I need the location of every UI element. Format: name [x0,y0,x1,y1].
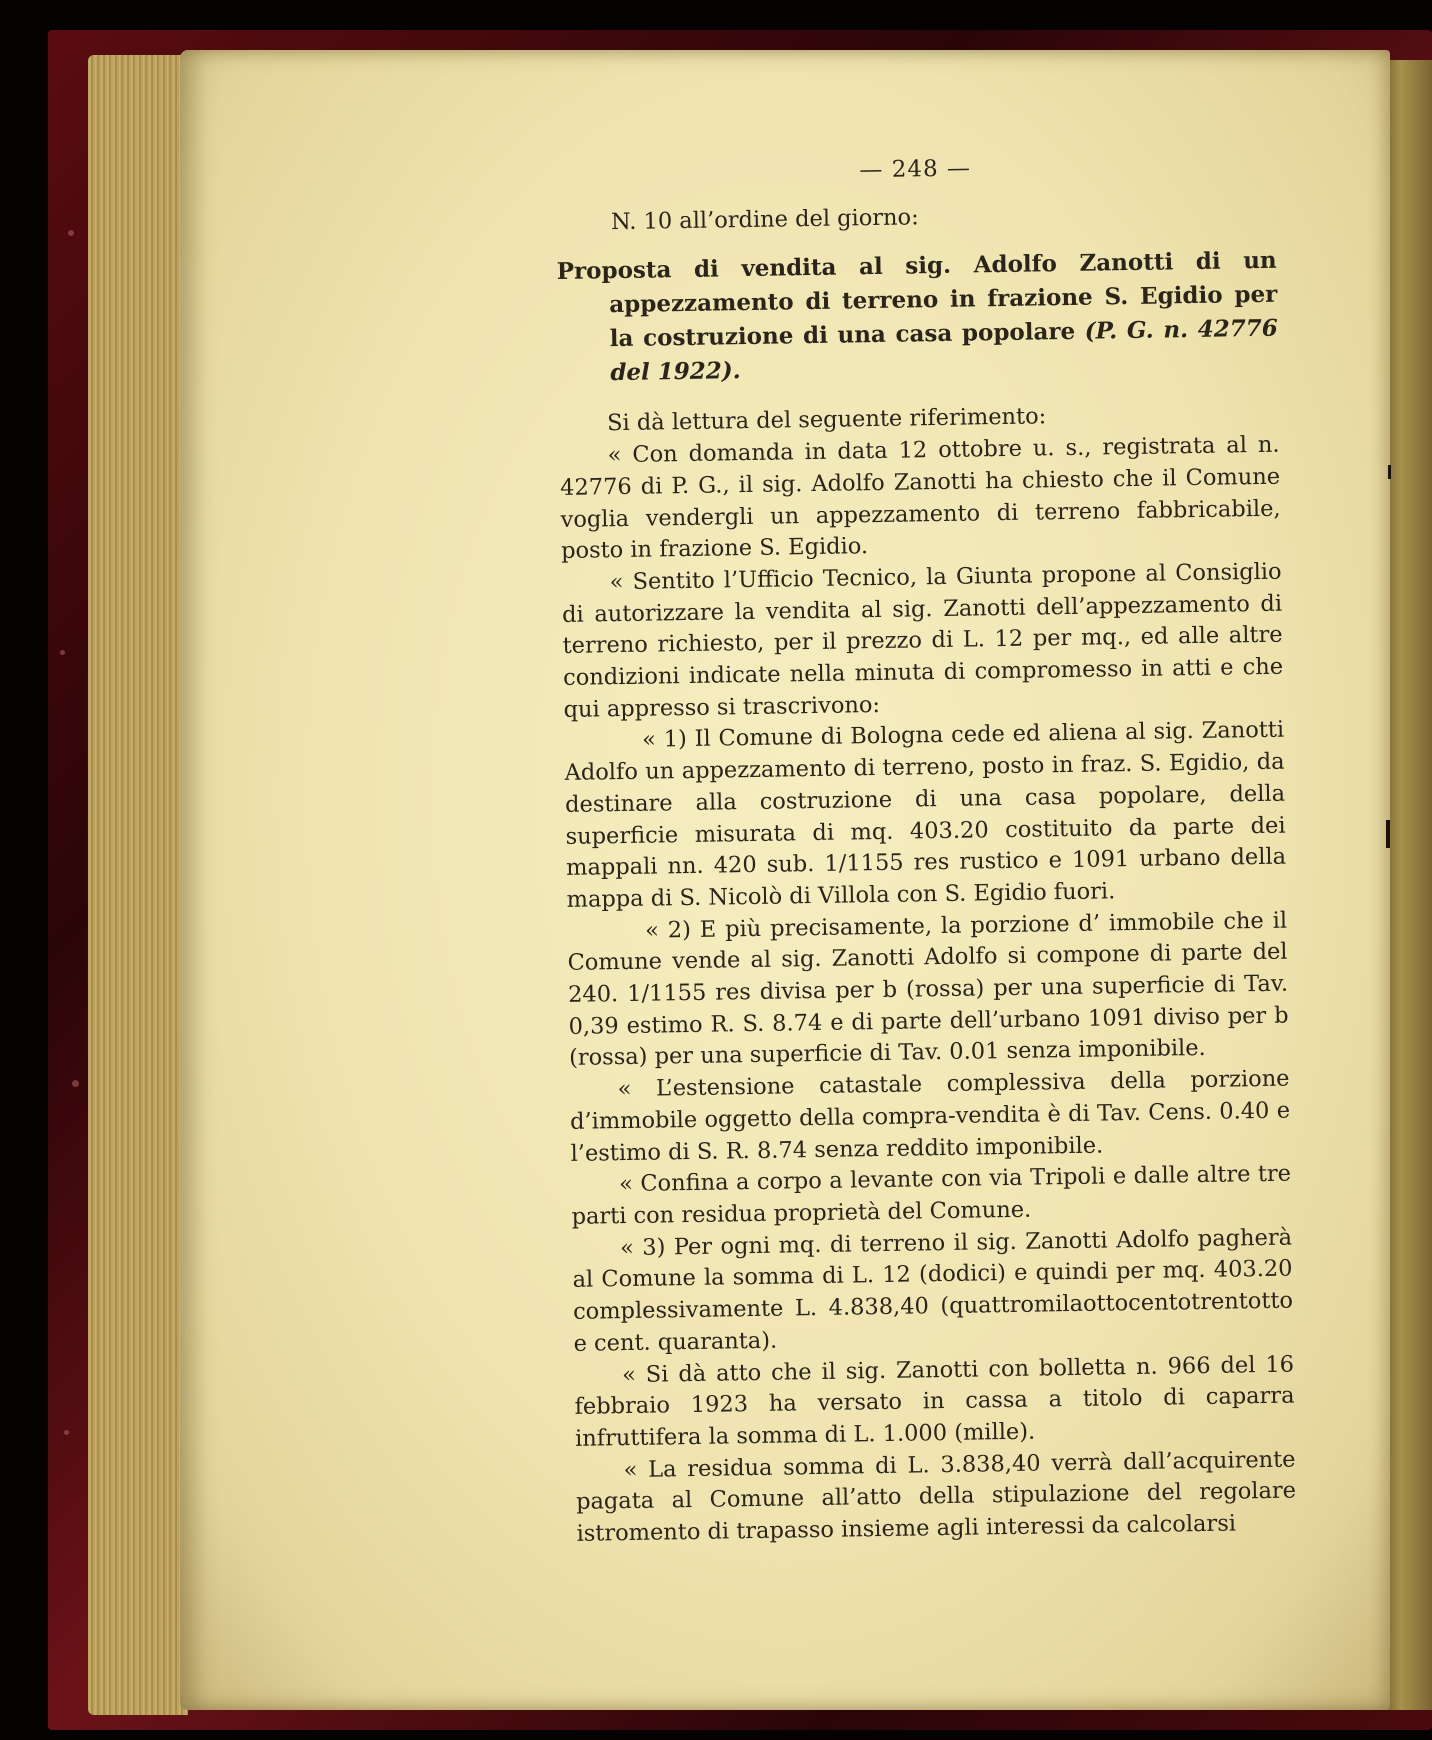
paragraph: « La residua somma di L. 3.838,40 verrà dall’acquirente pagata al Comune all’atto della stipulazione del regolare istromento di trapasso insieme agli interessi da calcolarsi [575,1446,1297,1547]
page-edges-left [88,55,188,1715]
paragraph: « Si dà atto che il sig. Zanotti con bolletta n. 966 del 16 febbraio 1923 ha versato in cassa a titolo di caparra infruttifera la somma di L. 1.000 (mille). [574,1351,1295,1452]
page-number: — 248 — [859,155,972,184]
margin-mark [1388,465,1391,479]
paragraph: « Sentito l’Ufficio Tecnico, la Giunta propone al Consiglio di autorizzare la vendita al sig. Zanotti dell’appezzamento di terreno richiesto, per il prezzo di L. 12 per mq., ed alle altre condizioni indicate nella minuta di compromesso in atti e che qui appresso si trascrivono: [561,558,1284,723]
paragraph: « Con domanda in data 12 ottobre u. s., registrata al n. 42776 di P. G., il sig. Adolfo Zanotti ha chiesto che il Comune voglia vendergli un appezzamento di terreno fabbricabile, posto in frazione S. Egidio. [559,431,1281,565]
cover-speck [72,1080,79,1087]
agenda-item: N. 10 all’ordine del giorno: [610,203,919,235]
item-title-reference: (P. G. n. 42776 del 1922). [610,315,1278,387]
item-title-text: Proposta di vendita al sig. Adolfo Zanotti di un appezzamento di terreno in frazione S. Egidio per la costruzione di una casa popolare [556,247,1278,353]
paragraph: « Confina a corpo a levante con via Tripoli e dalle altre tre parti con residua proprietà del Comune. [571,1160,1292,1230]
item-title [556,244,1278,391]
paragraph: « 3) Per ogni mq. di terreno il sig. Zanotti Adolfo pagherà al Comune la somma di L. 12 (dodici) e quindi per mq. 403.20 complessivamente L. 4.838,40 (quattromilaottocentotrentotto e cent. quaranta). [572,1224,1294,1357]
cover-speck [68,230,74,236]
paragraph: « L’estensione catastale complessiva della porzione d’immobile oggetto della compra-vendita è di Tav. Cens. 0.40 e l’estimo di S. R. 8.74 senza reddito imponibile. [569,1065,1291,1167]
cover-speck [64,1430,69,1435]
paragraph: « 1) Il Comune di Bologna cede ed aliena al sig. Zanotti Adolfo un appezzamento di terreno, posto in fraz. S. Egidio, da destinare alla costruzione di una casa popolare, della superficie misurata di mq. 403.20 costituito da parte dei mappali nn. 420 sub. 1/1155 res rustico e 1091 urbano della mappa di S. Nicolò di Villola con S. Egidio fuori. [564,717,1287,913]
page-text [555,149,1297,1551]
paragraph: « 2) E più precisamente, la porzione d’ immobile che il Comune vende al sig. Zanotti Adolfo si compone di parte del 240. 1/1155 res divisa per b (rossa) per una superficie di Tav. 0,39 estimo R. S. 8.74 e di parte dell’urbano 1091 diviso per b (rossa) per una superficie di Tav. 0.01 senza imponibile. [567,907,1289,1072]
intro-line: Si dà lettura del seguente riferimento: [606,403,1047,437]
margin-mark [1386,820,1390,848]
cover-speck [60,650,65,655]
